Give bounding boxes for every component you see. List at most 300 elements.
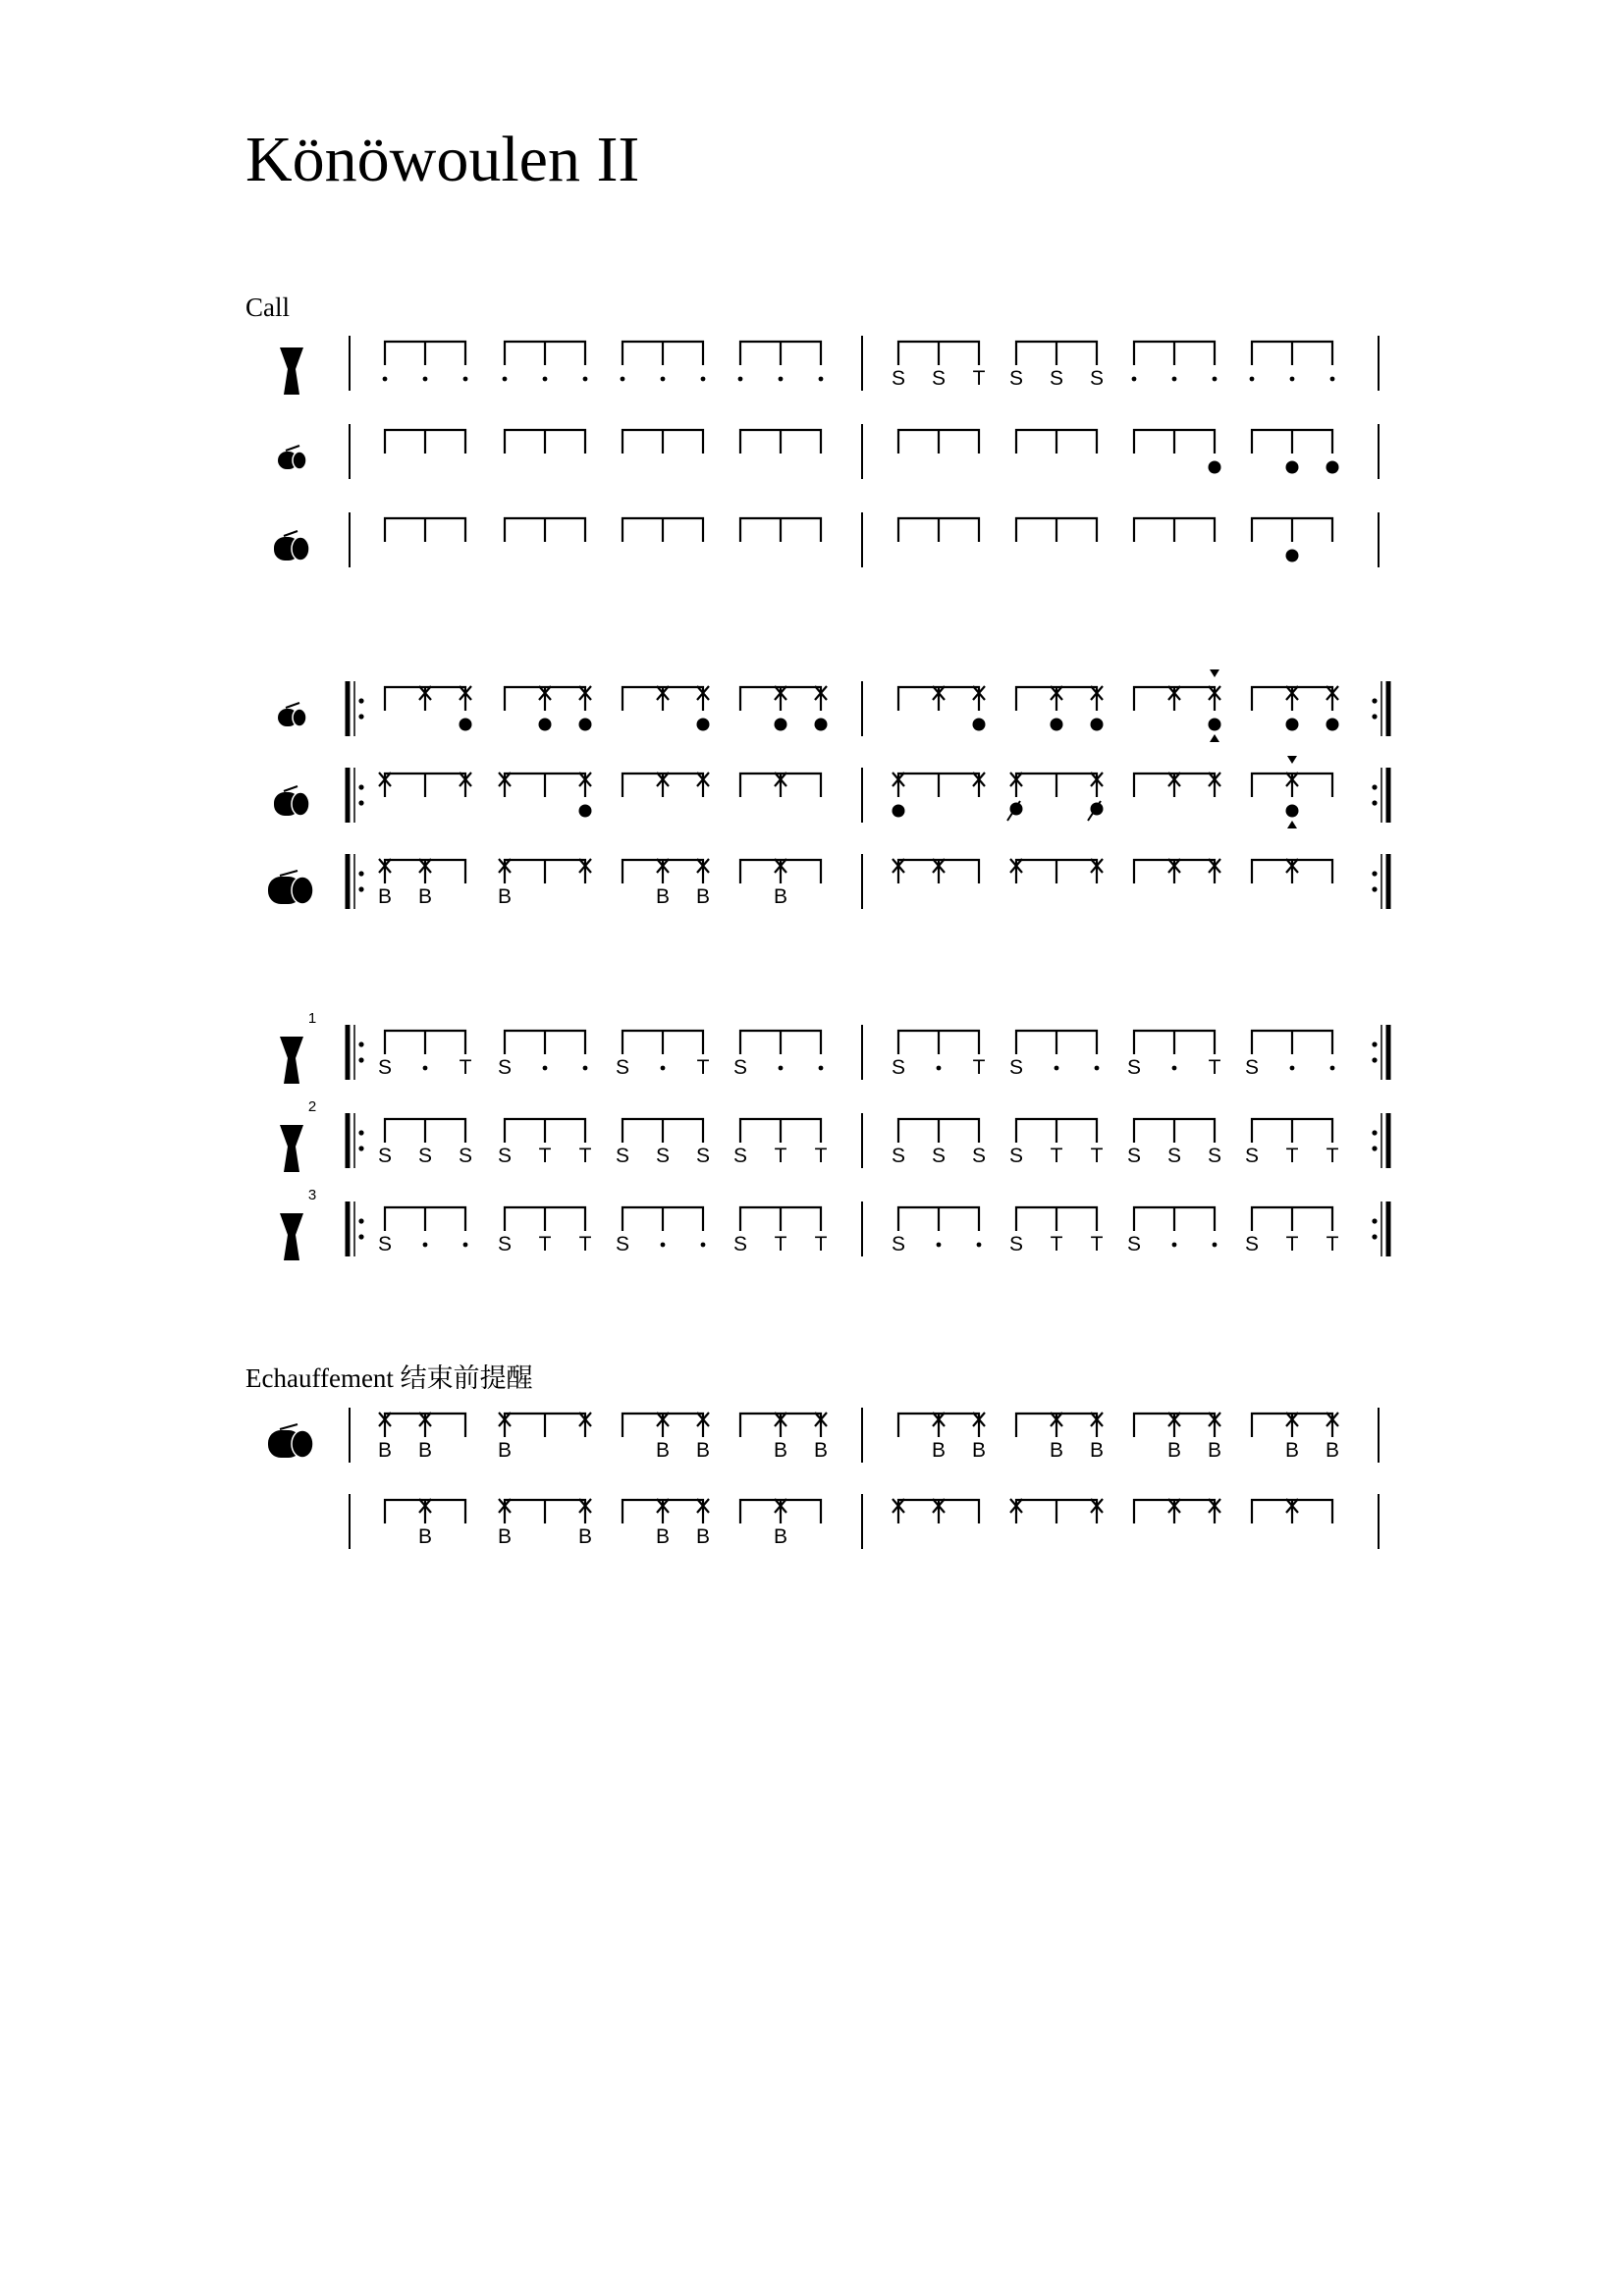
stroke-letter: B [1284,1439,1300,1462]
beat-group [740,859,821,908]
staff [280,1010,1388,1084]
beam [1016,1207,1097,1231]
staff [280,336,1379,395]
beam [505,342,585,365]
beam [740,774,821,797]
rest-dot [423,377,428,382]
stroke-letter: S [732,1056,748,1079]
stroke-letter: T [538,1145,552,1167]
rest-dot [701,1243,706,1248]
beam [505,430,585,454]
rest-dot [463,1243,468,1248]
beat-group [378,1031,472,1079]
beat-group [623,518,703,542]
stroke-letter: B [417,1525,433,1548]
staff [268,1408,1379,1463]
stroke-letter: B [695,1525,711,1548]
beam [740,342,821,365]
repeat-dot [1372,714,1377,719]
stroke-letter: B [813,1439,829,1462]
beam [1016,518,1097,542]
beat-group [1252,1413,1339,1462]
beam [740,1414,821,1437]
bell-dot [1286,719,1299,731]
rest-dot [661,1066,666,1071]
beat-group [1252,859,1332,883]
beat-group [385,430,465,454]
beat-group [1134,773,1220,797]
beam [623,860,703,883]
stroke-letter: S [1244,1233,1260,1255]
rest-dot [383,377,388,382]
beat-group [1009,1207,1104,1255]
beat-group [498,1031,587,1079]
beat-group [898,518,979,542]
beat-group [740,430,821,454]
stroke-letter: S [1008,1145,1024,1167]
rest-dot [423,1066,428,1071]
staff [278,424,1379,479]
beat-group [1016,518,1097,542]
beam [1252,687,1332,711]
beam [1134,1119,1215,1143]
beam [505,518,585,542]
repeat-dot [358,1218,363,1223]
beat-group [1252,756,1332,828]
stroke-letter: S [1207,1145,1222,1167]
staff [274,512,1379,567]
stroke-letter: S [377,1145,393,1167]
stroke-letter: S [1008,1056,1024,1079]
repeat-dot [358,1057,363,1062]
beam [740,1119,821,1143]
repeat-dot [1372,1041,1377,1046]
section [280,1010,1388,1260]
beam [898,860,979,883]
beam [1252,860,1332,883]
bell-dot [1209,719,1221,731]
rest-dot [1213,377,1218,382]
rest-dot [661,377,666,382]
repeat-dot [358,800,363,805]
beam [1134,1414,1215,1437]
rest-dot [779,377,784,382]
stroke-letter: B [971,1439,987,1462]
beat-group [1134,430,1221,474]
beat-group [505,518,585,542]
stroke-letter: B [377,1439,393,1462]
stroke-letter: B [497,1525,513,1548]
beat-group [740,518,821,542]
beam [623,430,703,454]
beat-group [616,1119,710,1167]
beam [623,1414,703,1437]
stroke-letter: B [1207,1439,1222,1462]
rest-dot [1172,1243,1177,1248]
beat-group [740,686,828,731]
beam [1016,342,1097,365]
beat-group [621,342,706,381]
beam [898,430,979,454]
djembe-icon [280,1213,303,1260]
stroke-letter: B [497,885,513,908]
variation-number: 1 [307,1010,317,1027]
section [245,293,1379,567]
beam [505,1500,585,1523]
stroke-letter: B [417,885,433,908]
beat-group [498,859,591,908]
stroke-letter: B [931,1439,947,1462]
beat-group [1134,669,1221,742]
beam [898,1500,979,1523]
stroke-letter: S [497,1233,513,1255]
stroke-letter: T [578,1145,592,1167]
beat-group [505,686,592,731]
stroke-letter: B [1089,1439,1105,1462]
page-title: Könöwoulen II [245,124,640,195]
stroke-letter: S [615,1233,630,1255]
bell-dot [1286,461,1299,474]
beat-group [383,342,468,381]
beam [623,1207,703,1231]
repeat-dot [1372,1234,1377,1239]
repeat-dot [1372,886,1377,891]
beam [740,1207,821,1231]
beam [623,1119,703,1143]
beam [1252,518,1332,542]
beam [740,860,821,883]
stroke-letter: S [655,1145,671,1167]
beam [505,860,585,883]
beam [1016,1119,1097,1143]
beam [1134,342,1215,365]
repeat-dot [1372,1057,1377,1062]
rest-dot [1095,1066,1100,1071]
beam [1016,860,1097,883]
bell-dot [1209,461,1221,474]
stroke-letter: S [732,1233,748,1255]
beam [1252,1031,1332,1054]
bell-dot [1091,719,1104,731]
stroke-letter: T [538,1233,552,1255]
stroke-letter: T [578,1233,592,1255]
rest-dot [543,377,548,382]
rest-dot [1055,1066,1059,1071]
beat-group [1252,518,1332,562]
beat-group [1009,1031,1099,1079]
beam [623,1500,703,1523]
bell-dot [539,719,552,731]
beat-group [898,430,979,454]
accent-top [1210,669,1219,677]
beat-group [385,518,465,542]
variation-number: 2 [307,1098,317,1115]
dundunba-icon [268,871,313,904]
bell-dot [893,805,905,818]
stroke-letter: T [1326,1233,1339,1255]
stroke-letter: S [458,1145,473,1167]
rest-dot [819,1066,824,1071]
beat-group [1134,518,1215,542]
beam [1134,774,1215,797]
beam [1134,1031,1215,1054]
section-label: Echauffement 结束前提醒 [245,1363,533,1393]
beam [385,430,465,454]
bell-dot [579,719,592,731]
beat-group [505,430,585,454]
stroke-letter: S [377,1233,393,1255]
stroke-letter: T [1050,1233,1063,1255]
stroke-letter: B [1166,1439,1182,1462]
beat-group [1134,1413,1221,1462]
stroke-letter: T [972,367,986,390]
beat-group [898,686,986,731]
repeat-dot [358,1041,363,1046]
beam [898,1031,979,1054]
beat-group [1245,1207,1339,1255]
rest-dot [738,377,743,382]
stroke-letter: S [695,1145,711,1167]
stroke-letter: T [1285,1145,1299,1167]
repeat-dot [358,1234,363,1239]
accent-top [1287,756,1297,764]
stroke-letter: B [773,1439,788,1462]
beam [1134,1207,1215,1231]
staff [278,669,1388,742]
staff [274,756,1388,828]
beat-group [385,1499,465,1548]
bell-dot [973,719,986,731]
bell-dot [460,719,472,731]
bell-dot [1286,805,1299,818]
beat-group [893,1499,979,1523]
stroke-letter: S [377,1056,393,1079]
beam [1252,1414,1332,1437]
beat-group [379,773,471,797]
beam [1016,774,1097,797]
stroke-letter: S [1244,1056,1260,1079]
section-label: Call [245,293,290,322]
beat-group [1016,430,1097,454]
beat-group [1009,1119,1104,1167]
stroke-letter: B [417,1439,433,1462]
stroke-letter: T [459,1056,472,1079]
beat-group [378,1119,472,1167]
repeat-dot [1372,1146,1377,1150]
beam [898,518,979,542]
beat-group [1010,1499,1103,1523]
kenkeni-icon [278,446,306,469]
beam [740,430,821,454]
stroke-letter: B [773,1525,788,1548]
beat-group [498,1413,591,1462]
score [245,293,1388,1549]
repeat-dot [1372,1218,1377,1223]
staff [280,1098,1388,1172]
beat-group [498,1499,592,1548]
beat-group [623,773,709,797]
beat-group [1250,342,1335,381]
repeat-dot [358,1130,363,1135]
stroke-letter: S [497,1145,513,1167]
stroke-letter: B [577,1525,593,1548]
beam [898,774,979,797]
stroke-letter: B [1049,1439,1064,1462]
beam [1252,342,1332,365]
beam [1134,860,1215,883]
section [268,669,1388,909]
beat-group [733,1031,823,1079]
beam [1016,1414,1097,1437]
beam [1134,518,1215,542]
beam [740,1500,821,1523]
beat-group [738,342,824,381]
stroke-letter: T [814,1233,828,1255]
bell-dot [815,719,828,731]
stroke-letter: T [1050,1145,1063,1167]
bell-dot [1286,550,1299,562]
stroke-letter: S [931,367,947,390]
stroke-letter: S [1049,367,1064,390]
repeat-dot [1372,784,1377,789]
stroke-letter: S [1244,1145,1260,1167]
stroke-letter: S [615,1145,630,1167]
stroke-letter: S [1126,1056,1142,1079]
repeat-dot [358,714,363,719]
repeat-dot [1372,871,1377,876]
repeat-dot [358,698,363,703]
beat-group [740,1413,828,1462]
beam [1016,1500,1097,1523]
beat-group [1252,686,1339,731]
stroke-letter: S [732,1145,748,1167]
rest-dot [1330,1066,1335,1071]
rest-dot [1172,377,1177,382]
beat-group [1007,773,1104,821]
beat-group [892,1119,986,1167]
beat-group [1016,1413,1104,1462]
stroke-letter: B [497,1439,513,1462]
beam [385,342,465,365]
beam [1252,774,1332,797]
beat-group [1252,430,1339,474]
stroke-letter: B [655,1439,671,1462]
rest-dot [1250,377,1255,382]
stroke-letter: B [695,1439,711,1462]
sangban-icon [274,786,309,816]
rest-dot [779,1066,784,1071]
rest-dot [937,1243,942,1248]
stroke-letter: S [417,1145,433,1167]
rest-dot [1132,377,1137,382]
beam [385,1207,465,1231]
djembe-icon [280,1037,303,1084]
stroke-letter: S [1089,367,1105,390]
beat-group [892,1031,986,1079]
rest-dot [583,1066,588,1071]
beat-group [1016,686,1104,731]
beam [385,687,465,711]
stroke-letter: T [1090,1233,1104,1255]
beat-group [1134,859,1220,883]
beat-group [1245,1119,1339,1167]
repeat-dot [358,1146,363,1150]
stroke-letter: S [1008,1233,1024,1255]
beam [385,1500,465,1523]
beam [1252,1500,1332,1523]
beam [1134,687,1215,711]
staff [350,1494,1379,1549]
stroke-letter: S [971,1145,987,1167]
beat-group [893,773,986,818]
stroke-letter: S [891,1233,906,1255]
rest-dot [583,377,588,382]
rest-dot [1290,377,1295,382]
dundunba-icon [268,1424,313,1458]
stroke-letter: B [773,885,788,908]
kenkeni-icon [278,703,306,726]
stroke-letter: S [1166,1145,1182,1167]
rest-dot [543,1066,548,1071]
beat-group [378,1207,467,1255]
beat-group [503,342,588,381]
rest-dot [661,1243,666,1248]
beat-group [623,430,703,454]
beam [623,774,703,797]
beat-group [1134,1499,1220,1523]
stroke-letter: B [695,885,711,908]
beat-group [623,859,710,908]
beat-group [733,1207,828,1255]
beam [623,518,703,542]
beam [1016,1031,1097,1054]
beat-group [898,1413,986,1462]
stroke-letter: S [1126,1145,1142,1167]
stroke-letter: S [615,1056,630,1079]
stroke-letter: T [696,1056,710,1079]
beam [385,860,465,883]
stroke-letter: S [891,367,906,390]
beat-group [385,686,472,731]
beam [385,518,465,542]
rest-dot [463,377,468,382]
beat-group [616,1031,710,1079]
beam [505,1031,585,1054]
djembe-icon [280,1125,303,1172]
beam [740,518,821,542]
bell-dot [697,719,710,731]
stroke-letter: B [1325,1439,1340,1462]
beat-group [498,1119,592,1167]
beam [898,1119,979,1143]
beam [1134,1500,1215,1523]
bell-dot [579,805,592,818]
beat-group [1132,342,1218,381]
beam [505,687,585,711]
beam [898,1207,979,1231]
repeat-dot [1372,698,1377,703]
stroke-letter: S [1126,1233,1142,1255]
stroke-letter: T [1090,1145,1104,1167]
staff [280,1187,1388,1260]
beat-group [623,686,710,731]
bell-dot [1051,719,1063,731]
beat-group [498,1207,592,1255]
beam [1016,430,1097,454]
stroke-letter: T [972,1056,986,1079]
rest-dot [503,377,508,382]
stroke-letter: T [814,1145,828,1167]
